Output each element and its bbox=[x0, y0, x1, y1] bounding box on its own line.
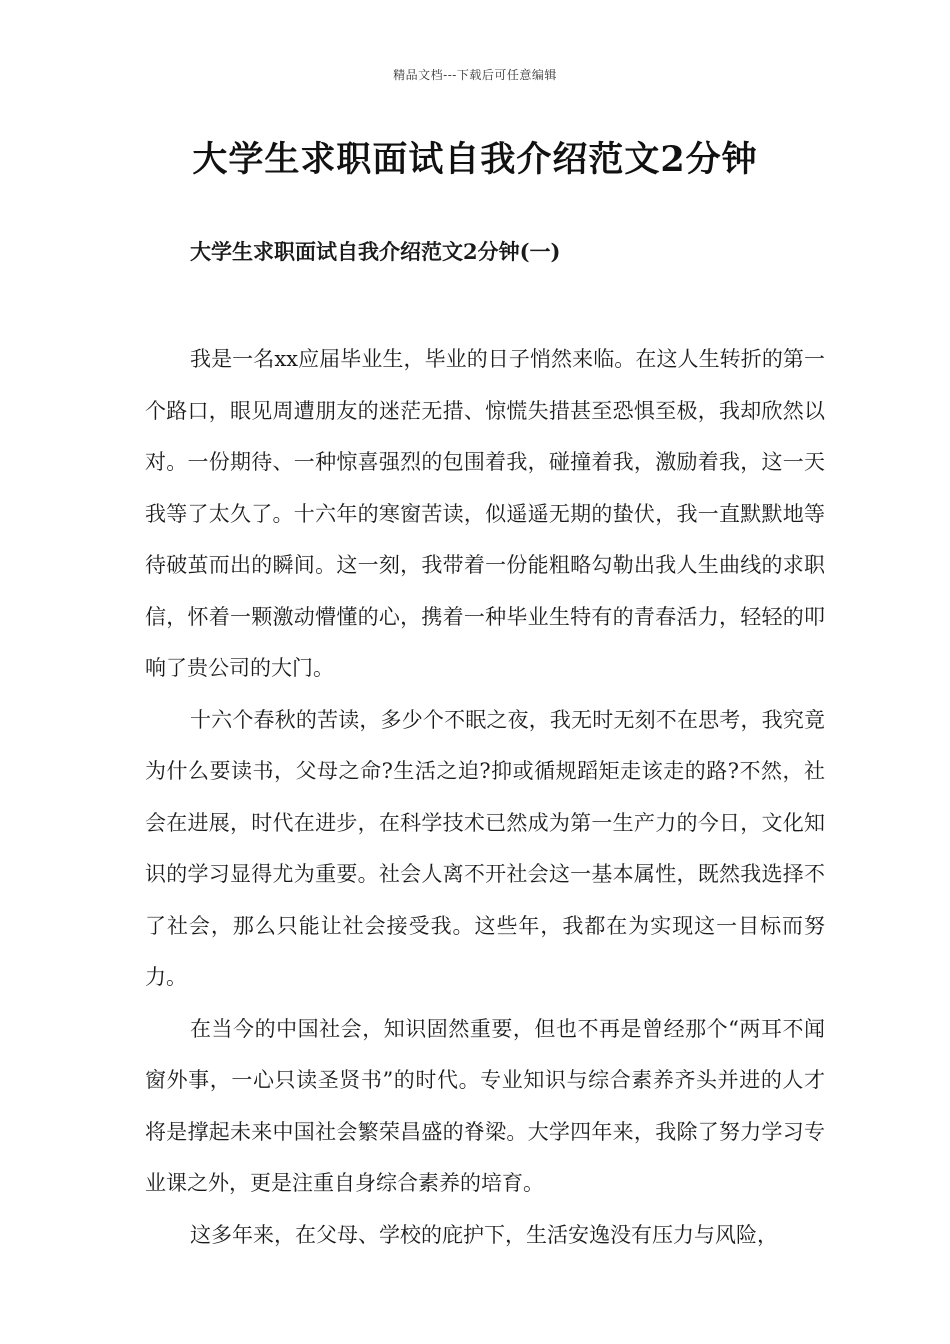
paragraph: 在当今的中国社会，知识固然重要，但也不再是曾经那个“两耳不闻窗外事，一心只读圣贤书”的时代。专业知识与综合素养齐头并进的人才将是撑起未来中国社会繁荣昌盛的脊梁。大学四年来，我除了努力学习专业课之外，更是注重自身综合素养的培育。 bbox=[145, 1016, 825, 1195]
section-heading: 大学生求职面试自我介绍范文2分钟(一) bbox=[190, 239, 561, 264]
header-note: 精品文档---下载后可任意编辑 bbox=[393, 68, 557, 82]
paragraph: 我是一名xx应届毕业生，毕业的日子悄然来临。在这人生转折的第一个路口，眼见周遭朋友的迷茫无措、惊慌失措甚至恐惧至极，我却欣然以对。一份期待、一种惊喜强烈的包围着我，碰撞着我，激励着我，这一天我等了太久了。十六年的寒窗苦读，似遥遥无期的蛰伏，我一直默默地等待破茧而出的瞬间。这一刻，我带着一份能粗略勾勒出我人生曲线的求职信，怀着一颗激动懵懂的心，携着一种毕业生特有的青春活力，轻轻的叩响了贵公司的大门。 bbox=[145, 347, 825, 680]
paragraph: 十六个春秋的苦读，多少个不眠之夜，我无时无刻不在思考，我究竟为什么要读书，父母之命?生活之迫?抑或循规蹈矩走该走的路?不然，社会在进展，时代在进步，在科学技术已然成为第一生产力的今日，文化知识的学习显得尤为重要。社会人离不开社会这一基本属性，既然我选择不了社会，那么只能让社会接受我。这些年，我都在为实现这一目标而努力。 bbox=[145, 707, 825, 989]
document-title: 大学生求职面试自我介绍范文2分钟 bbox=[192, 139, 758, 180]
body-text bbox=[145, 334, 825, 1261]
paragraph: 这多年来，在父母、学校的庇护下，生活安逸没有压力与风险， bbox=[190, 1222, 778, 1247]
